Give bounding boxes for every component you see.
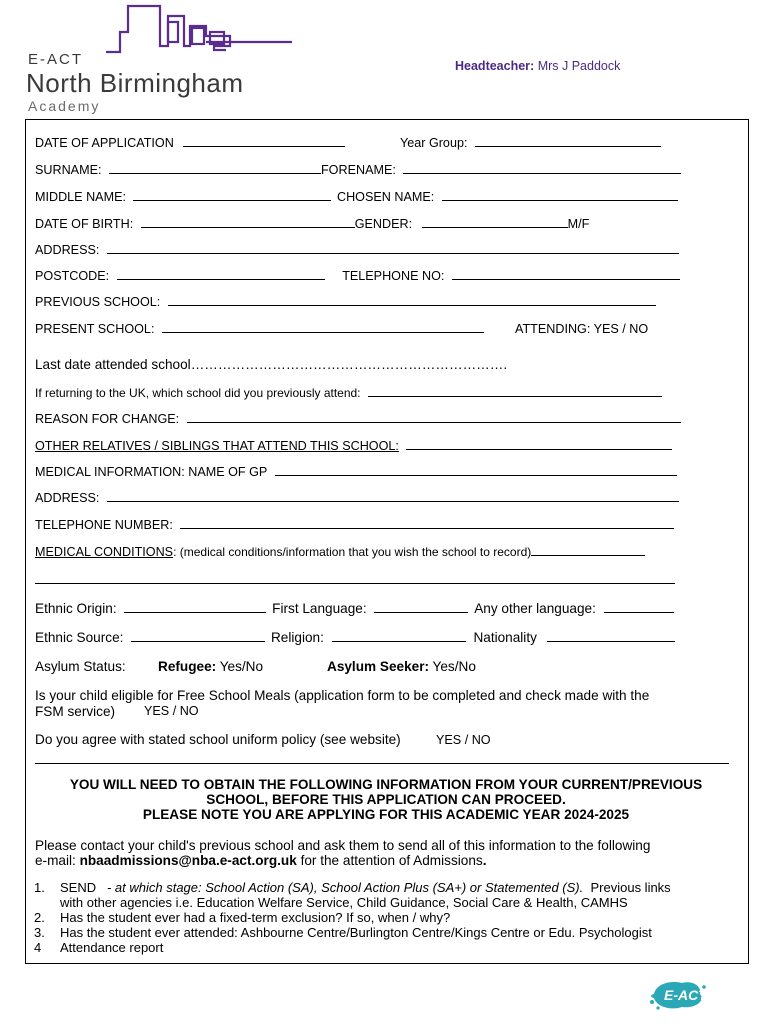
list-item-number: 2. <box>34 910 45 925</box>
date-of-application-field[interactable] <box>183 136 345 147</box>
send-label: SEND <box>60 880 97 895</box>
medical-conditions-label: MEDICAL CONDITIONS <box>35 545 174 559</box>
chosen-name-label: CHOSEN NAME: <box>336 190 435 204</box>
gp-address-row <box>35 491 679 506</box>
surname-field[interactable] <box>109 163 321 174</box>
refugee-label: Refugee: <box>158 659 217 674</box>
gp-address-label: ADDRESS: <box>35 491 100 505</box>
gp-address-field[interactable] <box>107 491 679 502</box>
medical-conditions-row <box>35 545 645 560</box>
uniform-options[interactable]: YES / NO <box>436 733 491 747</box>
returning-label: If returning to the UK, which school did you previously attend: <box>35 386 361 400</box>
date-of-application-label: DATE OF APPLICATION <box>35 136 174 150</box>
last-date-field[interactable]: ……………………………………………………………. <box>190 357 508 372</box>
gp-telephone-label: TELEPHONE NUMBER: <box>35 518 173 532</box>
medical-gp-label: MEDICAL INFORMATION: NAME OF GP <box>35 465 268 479</box>
headteacher-line <box>455 59 620 73</box>
medical-conditions-field-2[interactable] <box>35 573 675 584</box>
reason-label: REASON FOR CHANGE: <box>35 412 180 426</box>
surname-row <box>35 163 681 178</box>
notice-heading-3: PLEASE NOTE YOU ARE APPLYING FOR THIS ACADEMIC YEAR 2024-2025 <box>142 807 630 822</box>
present-school-field[interactable] <box>162 322 484 333</box>
other-language-label: Any other language: <box>474 601 596 616</box>
medical-conditions-extra-row <box>35 573 675 588</box>
send-agencies-text: with other agencies i.e. Education Welfare Service, Child Guidance, Social Care & Health, CAMHS <box>60 895 628 910</box>
present-school-row <box>35 322 484 337</box>
gender-options: M/F <box>567 217 590 231</box>
relatives-field[interactable] <box>406 439 672 450</box>
send-stage-text: - at which stage: School Action (SA), School Action Plus (SA+) or Statemented (S). <box>106 880 584 895</box>
notice-heading-1: YOU WILL NEED TO OBTAIN THE FOLLOWING INFORMATION FROM YOUR CURRENT/PREVIOUS <box>69 777 703 792</box>
relatives-label: OTHER RELATIVES / SIBLINGS THAT ATTEND THIS SCHOOL: <box>35 439 399 453</box>
requirements-list <box>34 880 671 955</box>
ethnic-origin-field[interactable] <box>124 602 266 613</box>
previous-school-row <box>35 295 656 310</box>
chosen-name-field[interactable] <box>442 190 678 201</box>
year-group-row <box>400 136 661 151</box>
ethnic-origin-row <box>35 601 674 616</box>
contact-suffix: for the attention of Admissions <box>300 853 483 868</box>
dob-label: DATE OF BIRTH: <box>35 217 134 231</box>
surname-label: SURNAME: <box>35 163 102 177</box>
ethnic-source-field[interactable] <box>131 631 265 642</box>
asylum-row <box>35 659 126 674</box>
middle-name-row <box>35 190 678 205</box>
list-item <box>34 910 671 925</box>
contact-line: Please contact your child's previous school and ask them to send all of this information to the following <box>35 838 651 853</box>
last-date-label: Last date attended school <box>35 357 191 372</box>
first-language-label: First Language: <box>272 601 367 616</box>
year-group-field[interactable] <box>475 136 661 147</box>
asylum-seeker-options[interactable]: Yes/No <box>432 659 476 674</box>
asylum-seeker-row <box>327 659 476 674</box>
ethnic-source-row <box>35 630 675 645</box>
returning-field[interactable] <box>368 386 662 397</box>
address-row <box>35 243 679 258</box>
contact-email-line <box>35 853 486 868</box>
list-item <box>34 925 671 940</box>
splash-logo-icon <box>648 978 748 1012</box>
refugee-options[interactable]: Yes/No <box>219 659 264 674</box>
email-prefix: e-mail: <box>35 853 76 868</box>
list-item-number: 4 <box>34 940 42 955</box>
last-date-row <box>35 357 507 372</box>
date-of-application-row <box>35 136 345 151</box>
list-item-number: 1. <box>34 880 45 895</box>
contact-period: . <box>482 853 487 868</box>
forename-field[interactable] <box>403 163 681 174</box>
ethnic-source-label: Ethnic Source: <box>35 630 124 645</box>
attending-options[interactable]: ATTENDING: YES / NO <box>515 322 649 336</box>
telephone-no-field[interactable] <box>452 269 680 280</box>
nationality-label: Nationality <box>473 630 537 645</box>
fsm-question-line2: FSM service) <box>35 704 116 719</box>
headteacher-name: Mrs J Paddock <box>537 59 621 73</box>
logo-academy-text: Academy <box>28 98 101 114</box>
notice-heading-2: SCHOOL, BEFORE THIS APPLICATION CAN PROCEED. <box>206 792 566 807</box>
list-item-number: 3. <box>34 925 45 940</box>
eact-footer-logo <box>648 978 748 1012</box>
first-language-field[interactable] <box>374 602 468 613</box>
dob-row <box>35 217 589 232</box>
list-item-text: Has the student ever attended: Ashbourne Centre/Burlington Centre/Kings Centre or Edu. Psychologist <box>60 925 652 940</box>
list-item-text: Has the student ever had a fixed-term exclusion? If so, when / why? <box>60 910 451 925</box>
asylum-seeker-label: Asylum Seeker: <box>327 659 430 674</box>
address-label: ADDRESS: <box>35 243 100 257</box>
logo-eact-text: E-ACT <box>28 51 83 68</box>
nationality-field[interactable] <box>547 631 675 642</box>
list-item <box>34 880 671 895</box>
school-logo <box>26 2 316 114</box>
relatives-row <box>35 439 672 454</box>
telephone-no-label: TELEPHONE NO: <box>342 269 445 283</box>
previous-school-label: PREVIOUS SCHOOL: <box>35 295 161 309</box>
postcode-row <box>35 269 680 284</box>
postcode-label: POSTCODE: <box>35 269 110 283</box>
uniform-question: Do you agree with stated school uniform policy (see website) <box>35 732 401 747</box>
gender-field[interactable] <box>422 217 568 228</box>
postcode-field[interactable] <box>117 269 325 280</box>
forename-label: FORENAME: <box>320 163 396 177</box>
gp-telephone-row <box>35 518 674 533</box>
medical-gp-field[interactable] <box>275 465 677 476</box>
year-group-label: Year Group: <box>400 136 468 150</box>
headteacher-label: Headteacher: <box>455 59 535 73</box>
middle-name-label: MIDDLE NAME: <box>35 190 126 204</box>
previous-school-field[interactable] <box>168 295 656 306</box>
present-school-label: PRESENT SCHOOL: <box>35 322 155 336</box>
footer-logo-text: E-ACT <box>664 987 707 1003</box>
list-item-continuation <box>34 895 671 910</box>
fsm-options[interactable]: YES / NO <box>144 704 199 718</box>
address-field[interactable] <box>107 243 679 254</box>
logo-school-name: North Birmingham <box>26 68 244 98</box>
middle-name-field[interactable] <box>133 190 331 201</box>
ethnic-origin-label: Ethnic Origin: <box>35 601 117 616</box>
returning-row <box>35 386 662 401</box>
other-language-field[interactable] <box>604 602 674 613</box>
section-divider <box>35 763 729 764</box>
medical-conditions-field[interactable] <box>531 545 645 556</box>
reason-field[interactable] <box>187 412 681 423</box>
religion-field[interactable] <box>332 631 466 642</box>
gp-telephone-field[interactable] <box>180 518 674 529</box>
medical-conditions-note: : (medical conditions/information that you wish the school to record) <box>173 545 532 559</box>
skyline-logo-icon <box>106 2 316 62</box>
reason-row <box>35 412 681 427</box>
gender-label: GENDER: <box>354 217 413 231</box>
send-links-text: Previous links <box>590 880 671 895</box>
refugee-row <box>158 659 263 674</box>
religion-label: Religion: <box>270 630 324 645</box>
fsm-question: Is your child eligible for Free School Meals (application form to be completed and check made with the <box>35 688 650 703</box>
list-item <box>34 940 671 955</box>
dob-field[interactable] <box>141 217 355 228</box>
medical-gp-row <box>35 465 677 480</box>
admissions-email-link[interactable]: nbaadmissions@nba.e-act.org.uk <box>79 853 297 868</box>
asylum-status-label: Asylum Status: <box>35 659 126 674</box>
list-item-text: Attendance report <box>60 940 164 955</box>
